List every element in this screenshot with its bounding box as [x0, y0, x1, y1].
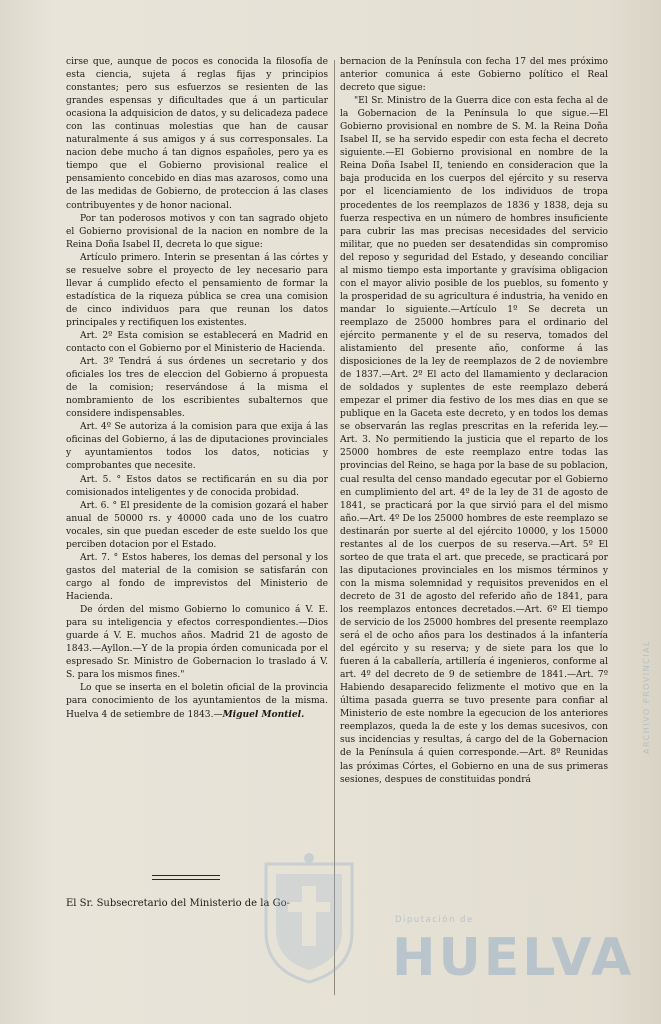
paragraph: "El Sr. Ministro de la Guerra dice con esta fecha al de la Gobernacion de la Península lo que sigue.—El Gobierno provisional en nombre de S. M. la Reina Doña Isabel II, se ha servido espedir con esta fecha el decreto siguiente.—El Gobierno provisional en nombre de la Reina Doña Isabel II, teniendo en consideracion que la baja producida en los cuerpos del ejército y su reserva por el licenciamiento de los individuos de tropa procedentes de los reemplazos de 1836 y 1838, deja su fuerza respectiva en un número de hombres insuficiente para cubrir las mas precisas necesidades del servicio militar, que no pueden ser desatendidas sin compromiso del reposo y seguridad del Estado, y deseando conciliar al mismo tiempo esta importante y gravísima obligacion con el mayor alivio posible de los pueblos, su fomento y la prosperidad de su agricultura é industria, ha venido en mandar lo siguiente.—Artículo 1º Se decreta un reemplazo de 25000 hombres para el ordinario del ejército permanente y el de su reserva, tomados del alistamiento del presente año, conforme á las disposiciones de la ley de reemplazos de 2 de noviembre de 1837.—Art. 2º El acto del llamamiento y declaracion de soldados y suplentes de este reemplazo deberá empezar el primer dia festivo de los mes dias en que se publique en la Gaceta este decreto, y en todos los demas se observarán las reglas prescritas en la referida ley.—Art. 3. No permitiendo la justicia que el reparto de los 25000 hombres de este reemplazo entre todas las provincias del Reino, se haga por la base de su poblacion, cual resulta del censo mandado egecutar por el Gobierno en cumplimiento del art. 4º de la ley de 31 de agosto de 1841, se practicará por la que sirvió para el del mismo año.—Art. 4º De los 25000 hombres de este reemplazo se destinarán por suerte al del ejército 10000, y los 15000 restantes al de los cuerpos de su reserva.—Art. 5º El sorteo de que trata el art. que precede, se practicará por las diputaciones provinciales en los mismos términos y con la misma solemnidad y requisitos prevenidos en el decreto de 31 de agosto del referido año de 1841, para los reemplazos entonces decretados.—Art. 6º El tiempo de servicio de los 25000 hombres del presente reemplazo será el de ocho años para los destinados á la infantería del egército y su reserva; y de siete para los que lo fueren á la caballería, artillería é ingenieros, conforme al art. 4º del decreto de 9 de setiembre de 1841.—Art. 7º Habiendo desaparecido felizmente el motivo que en la última pasada guerra se tuvo presente para confiar al Ministerio de este nombre la egecucion de los anteriores reemplazos, queda la de este y los demas sucesivos, con sus incidencias y resultas, á cargo del de la Gobernacion de la Península á quien corresponde.—Art. 8º Reunidas las próximas Córtes, el Gobierno en una de sus primeras sesiones, despues de constituidas pondrá: [340, 96, 608, 785]
paragraph: Art. 6. ° El presidente de la comision gozará el haber anual de 50000 rs. y 40000 cada uno de los cuatro vocales, sin que puedan esceder de este sueldo los que perciben dotacion por el Estado.: [66, 500, 328, 550]
paragraph: Art. 3º Tendrá á sus órdenes un secretario y dos oficiales los tres de eleccion del Gobierno á propuesta de la comision; reservándose á la misma el nombramiento de los escribientes subalternos que considere indispensables.: [66, 357, 328, 420]
paragraph: [66, 682, 328, 722]
double-rule-divider: [152, 875, 220, 880]
watermark-title: HUELVA: [392, 928, 635, 988]
closing-line: El Sr. Subsecretario del Ministerio de la Go-: [66, 898, 291, 909]
paragraph: De órden del mismo Gobierno lo comunico á V. E. para su inteligencia y efectos correspondientes.—Dios guarde á V. E. muchos años. Madrid 21 de agosto de 1843.—Ayllon.—Y de la propia órden comunicada por el espresado Sr. Ministro de Gobernacion lo traslado á V. S. para los mismos fines.": [66, 604, 328, 681]
left-column: [66, 56, 328, 722]
paragraph: Art. 4º Se autoriza á la comision para que exija á las oficinas del Gobierno, á las de diputaciones provinciales y ayuntamientos todos los datos, noticias y comprobantes que necesite.: [66, 422, 328, 472]
signature: Miguel Montiel.: [222, 709, 305, 721]
paragraph: cirse que, aunque de pocos es conocida la filosofía de esta ciencia, sujeta á reglas fijas y principios constantes; pero sus esfuerzos se resienten de las grandes espensas y dificultades que á un particular ocasiona la adquisicion de datos, y su delicadeza padece con las continuas molestias que han de causar naturalmente á sus amigos y á sus corresponsales. La nacion debe mucho á tan dignos españoles, pero ya es tiempo que el Gobierno provisional realice el pensamiento concebido en dias mas azarosos, como una de las medidas de Gobierno, de proteccion á las clases contribuyentes y de honor nacional.: [66, 57, 328, 211]
right-column: [340, 56, 608, 787]
paragraph: Art. 2º Esta comision se establecerá en Madrid en contacto con el Gobierno por el Ministerio de Hacienda.: [66, 330, 328, 355]
paragraph: bernacion de la Península con fecha 17 del mes próximo anterior comunica á este Gobierno político el Real decreto que sigue:: [340, 57, 608, 94]
paragraph-text: Lo que se inserta en el boletin oficial de la provincia para conocimiento de los ayuntamientos de la misma. Huelva 4 de setiembre de 1843.—: [66, 683, 328, 721]
paragraph: Artículo primero. Interin se presentan á las córtes y se resuelve sobre el proyecto de ley necesario para llevar á cumplido efecto el pensamiento de formar la estadística de la riqueza pública se crea una comision de cinco individuos para que reunan los datos principales y rectifiquen los existentes.: [66, 252, 328, 328]
paragraph: Art. 5. ° Estos datos se rectificarán en su dia por comisionados inteligentes y de conocida probidad.: [66, 474, 328, 498]
paragraph: Art. 7. ° Estos haberes, los demas del personal y los gastos del material de la comision se satisfarán con cargo al fondo de imprevistos del Ministerio de Hacienda.: [66, 552, 328, 602]
watermark-vertical-text: ARCHIVO PROVINCIAL: [642, 640, 651, 754]
watermark-subtitle: Diputación de: [395, 915, 474, 925]
shield-watermark-icon: [258, 852, 360, 987]
paragraph: Por tan poderosos motivos y con tan sagrado objeto el Gobierno provisional de la nacion en nombre de la Reina Doña Isabel II, decreta lo que sigue:: [66, 213, 328, 250]
